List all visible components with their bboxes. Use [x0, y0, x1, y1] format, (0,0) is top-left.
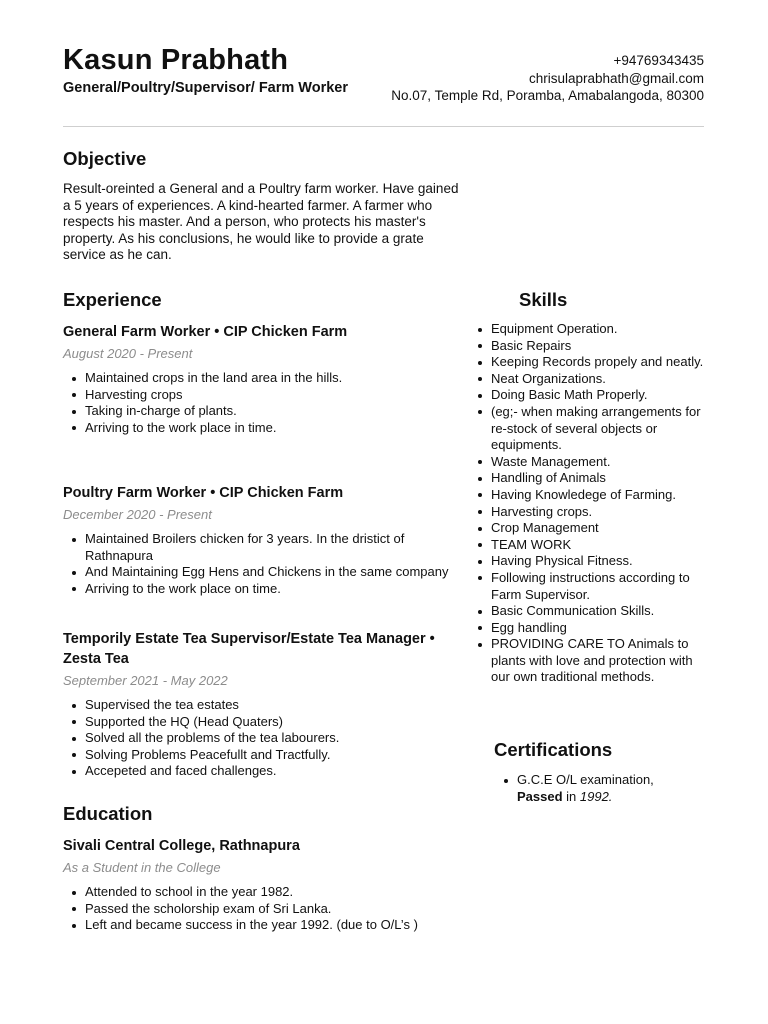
- skill-item: Waste Management.: [469, 454, 709, 471]
- education-bullets: [63, 884, 463, 934]
- list-item: Maintained crops in the land area in the hills.: [63, 370, 463, 387]
- list-item: Solving Problems Peacefullt and Tractfully.: [63, 747, 463, 764]
- skill-item: Handling of Animals: [469, 470, 709, 487]
- list-item: Attended to school in the year 1982.: [63, 884, 463, 901]
- education-entry: [63, 836, 463, 934]
- email-address: chrisulaprabhath@gmail.com: [528, 70, 704, 86]
- certification-year: 1992.: [579, 788, 613, 804]
- list-item: Left and became success in the year 1992. (due to O/L’s ): [63, 917, 463, 934]
- phone-number: +94769343435: [613, 53, 704, 68]
- postal-address: No.07, Temple Rd, Poramba, Amabalangoda, 80300: [391, 88, 704, 103]
- skill-item: Basic Repairs: [469, 338, 709, 355]
- certification-item: [495, 772, 695, 805]
- certifications-list: [495, 772, 695, 805]
- skill-item: Basic Communication Skills.: [469, 603, 709, 620]
- skill-item: Following instructions according to Farm Supervisor.: [469, 570, 709, 603]
- experience-heading: Experience: [63, 289, 162, 310]
- skill-item: Egg handling: [469, 620, 709, 637]
- list-item: Maintained Broilers chicken for 3 years. In the dristict of Rathnapura: [63, 531, 463, 564]
- experience-title: Temporily Estate Tea Supervisor/Estate Tea Manager • Zesta Tea: [63, 631, 435, 667]
- experience-bullets: [63, 370, 463, 436]
- list-item: Supported the HQ (Head Quaters): [63, 714, 463, 731]
- experience-date: December 2020 - Present: [63, 507, 212, 522]
- list-item: And Maintaining Egg Hens and Chickens in the same company: [63, 564, 463, 581]
- certification-in: in: [562, 788, 580, 804]
- skills-section: [469, 321, 709, 686]
- certification-name: G.C.E O/L examination,: [517, 772, 654, 787]
- certifications-section: [495, 772, 695, 805]
- skill-item: Harvesting crops.: [469, 504, 709, 521]
- candidate-role: General/Poultry/Supervisor/ Farm Worker: [63, 80, 348, 96]
- skill-item: Neat Organizations.: [469, 371, 709, 388]
- skill-item: Crop Management: [469, 520, 709, 537]
- education-title: Sivali Central College, Rathnapura: [63, 838, 300, 854]
- skill-item: (eg;- when making arrangements for re-stock of several objects or equipments.: [469, 404, 709, 454]
- experience-title: Poultry Farm Worker • CIP Chicken Farm: [63, 485, 344, 501]
- certifications-heading: Certifications: [494, 739, 613, 760]
- education-heading: Education: [63, 803, 153, 824]
- skill-item: Doing Basic Math Properly.: [469, 387, 709, 404]
- candidate-name: Kasun Prabhath: [63, 44, 289, 76]
- skill-item: Having Physical Fitness.: [469, 553, 709, 570]
- list-item: Arriving to the work place in time.: [63, 420, 463, 437]
- experience-entry: [63, 483, 463, 597]
- education-date: As a Student in the College: [63, 860, 221, 875]
- list-item: Passed the scholorship exam of Sri Lanka.: [63, 901, 463, 918]
- objective-heading: Objective: [63, 148, 147, 169]
- objective-text: Result-oreinted a General and a Poultry farm worker. Have gained a 5 years of experiences. A kind-hearted farmer. A farmer who respects his master. And a person, who protects his master's property. As his conclusions, he would like to provide a grate service as he can.: [63, 181, 459, 262]
- experience-date: September 2021 - May 2022: [63, 673, 228, 688]
- header-divider: [63, 126, 704, 127]
- contact-info: [391, 52, 704, 105]
- experience-date: August 2020 - Present: [63, 346, 193, 361]
- list-item: Supervised the tea estates: [63, 697, 463, 714]
- list-item: Harvesting crops: [63, 387, 463, 404]
- list-item: Taking in-charge of plants.: [63, 403, 463, 420]
- list-item: Arriving to the work place on time.: [63, 581, 463, 598]
- experience-entry: [63, 629, 463, 780]
- skill-item: PROVIDING CARE TO Animals to plants with love and protection with our own traditional methods.: [469, 636, 709, 686]
- skills-heading: Skills: [519, 289, 568, 310]
- skill-item: TEAM WORK: [469, 537, 709, 554]
- skill-item: Keeping Records propely and neatly.: [469, 354, 709, 371]
- list-item: Solved all the problems of the tea labourers.: [63, 730, 463, 747]
- skill-item: Equipment Operation.: [469, 321, 709, 338]
- experience-bullets: [63, 531, 463, 597]
- skill-item: Having Knowledege of Farming.: [469, 487, 709, 504]
- experience-title: General Farm Worker • CIP Chicken Farm: [63, 324, 348, 340]
- experience-entry: [63, 322, 463, 436]
- certification-status: Passed: [517, 788, 563, 804]
- experience-bullets: [63, 697, 463, 780]
- list-item: Accepeted and faced challenges.: [63, 763, 463, 780]
- skills-list: [469, 321, 709, 686]
